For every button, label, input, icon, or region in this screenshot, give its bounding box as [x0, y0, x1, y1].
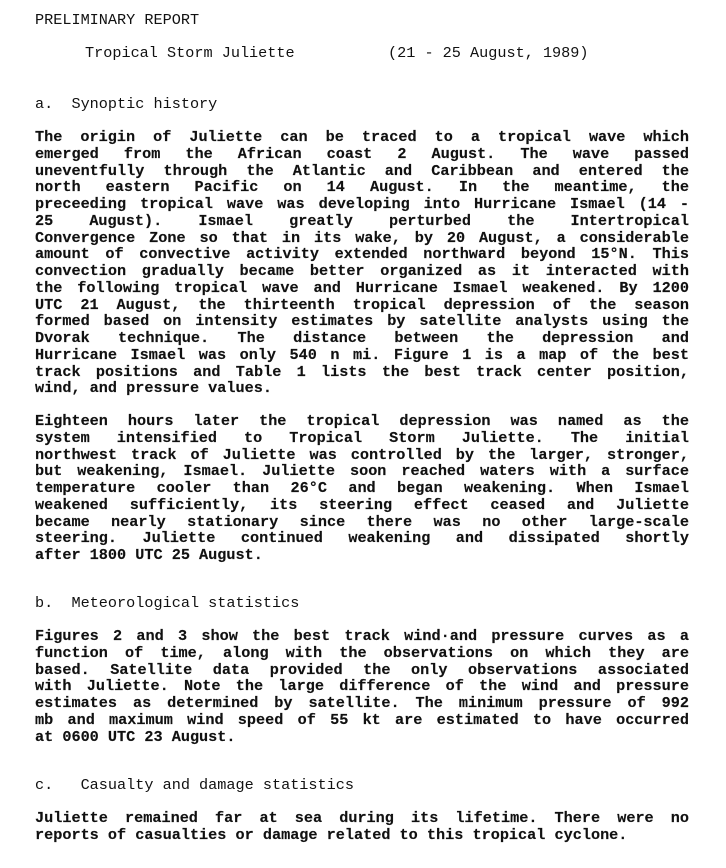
paragraph-line: Juliette remained far at sea during its lifetime. There were no: [35, 809, 689, 827]
paragraph-line: became nearly stationary since there was no other large-scale: [35, 512, 689, 531]
paragraph-line: estimates as determined by satellite. The minimum pressure of 992: [35, 694, 689, 712]
paragraph-line: north eastern Pacific on 14 August. In the meantime, the: [35, 178, 689, 197]
paragraph-line: amount of convective activity extended northward beyond 15°N. This: [35, 245, 689, 264]
paragraph-line: The origin of Juliette can be traced to a tropical wave which: [35, 128, 689, 146]
paragraph-line: Convergence Zone so that in its wake, by 20 August, a considerable: [35, 228, 689, 247]
paragraph-line: the following tropical wave and Hurricane Ismael weakened. By 1200: [35, 278, 689, 297]
storm-name: Tropical Storm Juliette: [85, 44, 295, 62]
paragraph-line: 25 August). Ismael greatly perturbed the Intertropical: [35, 211, 689, 230]
paragraph-line: based. Satellite data provided the only observations associated: [35, 660, 689, 679]
paragraph-line: system intensified to Tropical Storm Juliette. The initial: [35, 428, 689, 447]
paragraph-line: emerged from the African coast 2 August. The wave passed: [35, 144, 689, 163]
paragraph-line: wind, and pressure values.: [35, 379, 272, 398]
paragraph-line: temperature cooler than 26°C and began weakening. When Ismael: [35, 479, 689, 497]
paragraph-line: mb and maximum wind speed of 55 kt are estimated to have occurred: [35, 710, 689, 729]
paragraph-line: uneventfully through the Atlantic and Caribbean and entered the: [35, 161, 689, 180]
section-heading-synoptic-history: a. Synoptic history: [35, 95, 218, 113]
paragraph-line: after 1800 UTC 25 August.: [35, 546, 263, 564]
section-heading-casualty-damage: c. Casualty and damage statistics: [35, 776, 354, 794]
paragraph-line: track positions and Table 1 lists the best track center position,: [35, 362, 689, 381]
paragraph-line: Dvorak technique. The distance between the depression and: [35, 329, 689, 347]
paragraph-line: convection gradually became better organized as it interacted with: [35, 262, 689, 280]
paragraph-line: formed based on intensity estimates by satellite analysts using the: [35, 312, 689, 331]
storm-dates: (21 - 25 August, 1989): [388, 44, 589, 62]
paragraph-line: northwest track of Juliette was controlled by the larger, stronger,: [35, 445, 689, 464]
paragraph-line: Eighteen hours later the tropical depression was named as the: [35, 412, 689, 430]
paragraph-line: function of time, along with the observations on which they are: [35, 643, 689, 662]
paragraph-line: steering. Juliette continued weakening and dissipated shortly: [35, 529, 689, 548]
paragraph-line: Hurricane Ismael was only 540 n mi. Figure 1 is a map of the best: [35, 345, 689, 364]
paragraph-line: UTC 21 August, the thirteenth tropical depression of the season: [35, 295, 689, 314]
paragraph-line: Figures 2 and 3 show the best track wind·and pressure curves as a: [35, 627, 689, 645]
paragraph-line: weakened sufficiently, its steering effect ceased and Juliette: [35, 495, 689, 514]
report-label: PRELIMINARY REPORT: [35, 11, 200, 29]
paragraph-line: reports of casualties or damage related to this tropical cyclone.: [35, 825, 628, 844]
paragraph-line: preceeding tropical wave was developing into Hurricane Ismael (14 -: [35, 195, 689, 213]
section-heading-meteorological-statistics: b. Meteorological statistics: [35, 594, 300, 612]
paragraph-line: with Juliette. Note the large difference of the wind and pressure: [35, 677, 689, 696]
paragraph-line: at 0600 UTC 23 August.: [35, 727, 236, 746]
paragraph-line: but weakening, Ismael. Juliette soon reached waters with a surface: [35, 462, 689, 481]
